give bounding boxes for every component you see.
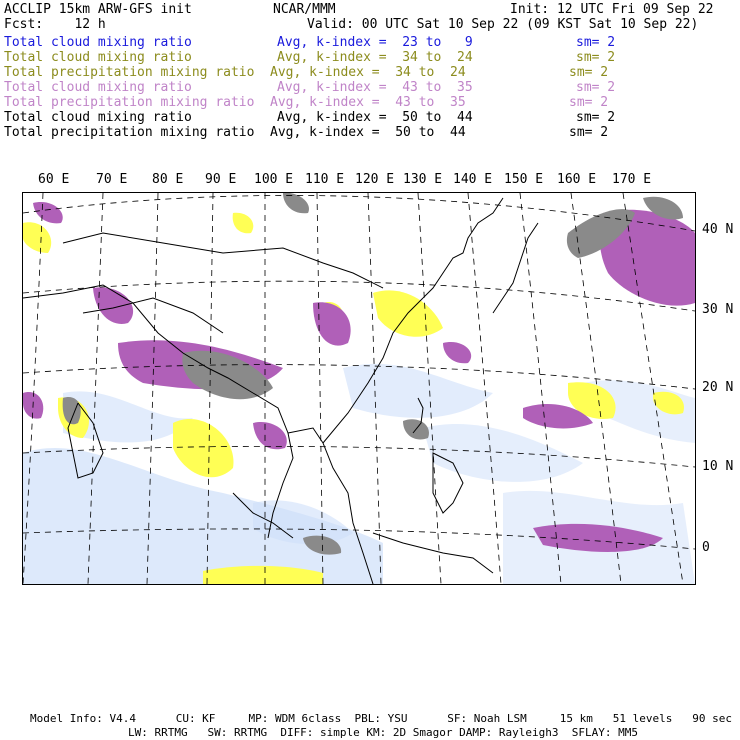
field-sm: sm= 2 bbox=[569, 95, 609, 110]
field-avg: Avg, k-index = 43 to 35 bbox=[270, 95, 466, 110]
field-name: Total precipitation mixing ratio bbox=[4, 125, 255, 140]
lon-label: 130 E bbox=[403, 172, 443, 187]
field-sm: sm= 2 bbox=[576, 35, 616, 50]
lat-label: 0 bbox=[702, 540, 710, 555]
lon-label: 80 E bbox=[152, 172, 184, 187]
field-name: Total cloud mixing ratio bbox=[4, 50, 192, 65]
lat-label: 20 N bbox=[702, 380, 734, 395]
model-info: Model Info: V4.4 CU: KF MP: WDM 6class PBL: YSU SF: Noah LSM 15 km 51 levels 90 sec bbox=[30, 712, 732, 725]
forecast-hour: Fcst: 12 h bbox=[4, 17, 106, 32]
field-sm: sm= 2 bbox=[576, 50, 616, 65]
lat-label: 10 N bbox=[702, 459, 734, 474]
lon-label: 150 E bbox=[504, 172, 544, 187]
field-avg: Avg, k-index = 50 to 44 bbox=[270, 125, 466, 140]
field-avg: Avg, k-index = 34 to 24 bbox=[270, 65, 466, 80]
lat-label: 30 N bbox=[702, 302, 734, 317]
physics-info: LW: RRTMG SW: RRTMG DIFF: simple KM: 2D Smagor DAMP: Rayleigh3 SFLAY: MM5 bbox=[128, 726, 638, 739]
init-time: Init: 12 UTC Fri 09 Sep 22 bbox=[510, 2, 714, 17]
lon-label: 70 E bbox=[96, 172, 128, 187]
field-avg: Avg, k-index = 50 to 44 bbox=[277, 110, 473, 125]
lon-label: 60 E bbox=[38, 172, 70, 187]
field-sm: sm= 2 bbox=[576, 80, 616, 95]
lon-label: 170 E bbox=[612, 172, 652, 187]
field-name: Total cloud mixing ratio bbox=[4, 35, 192, 50]
lon-label: 90 E bbox=[205, 172, 237, 187]
run-title: ACCLIP 15km ARW-GFS init bbox=[4, 2, 192, 17]
field-sm: sm= 2 bbox=[569, 65, 609, 80]
field-name: Total precipitation mixing ratio bbox=[4, 65, 255, 80]
lon-label: 100 E bbox=[254, 172, 294, 187]
lon-label: 160 E bbox=[557, 172, 597, 187]
forecast-map bbox=[22, 192, 696, 585]
field-avg: Avg, k-index = 43 to 35 bbox=[277, 80, 473, 95]
lon-label: 110 E bbox=[305, 172, 345, 187]
field-name: Total cloud mixing ratio bbox=[4, 110, 192, 125]
institution-label: NCAR/MMM bbox=[273, 2, 336, 17]
field-name: Total precipitation mixing ratio bbox=[4, 95, 255, 110]
field-name: Total cloud mixing ratio bbox=[4, 80, 192, 95]
valid-time: Valid: 00 UTC Sat 10 Sep 22 (09 KST Sat 10 Sep 22) bbox=[307, 17, 699, 32]
map-canvas bbox=[23, 193, 695, 584]
lon-label: 140 E bbox=[453, 172, 493, 187]
field-avg: Avg, k-index = 23 to 9 bbox=[277, 35, 473, 50]
lon-label: 120 E bbox=[355, 172, 395, 187]
field-sm: sm= 2 bbox=[569, 125, 609, 140]
lat-label: 40 N bbox=[702, 222, 734, 237]
field-avg: Avg, k-index = 34 to 24 bbox=[277, 50, 473, 65]
field-sm: sm= 2 bbox=[576, 110, 616, 125]
